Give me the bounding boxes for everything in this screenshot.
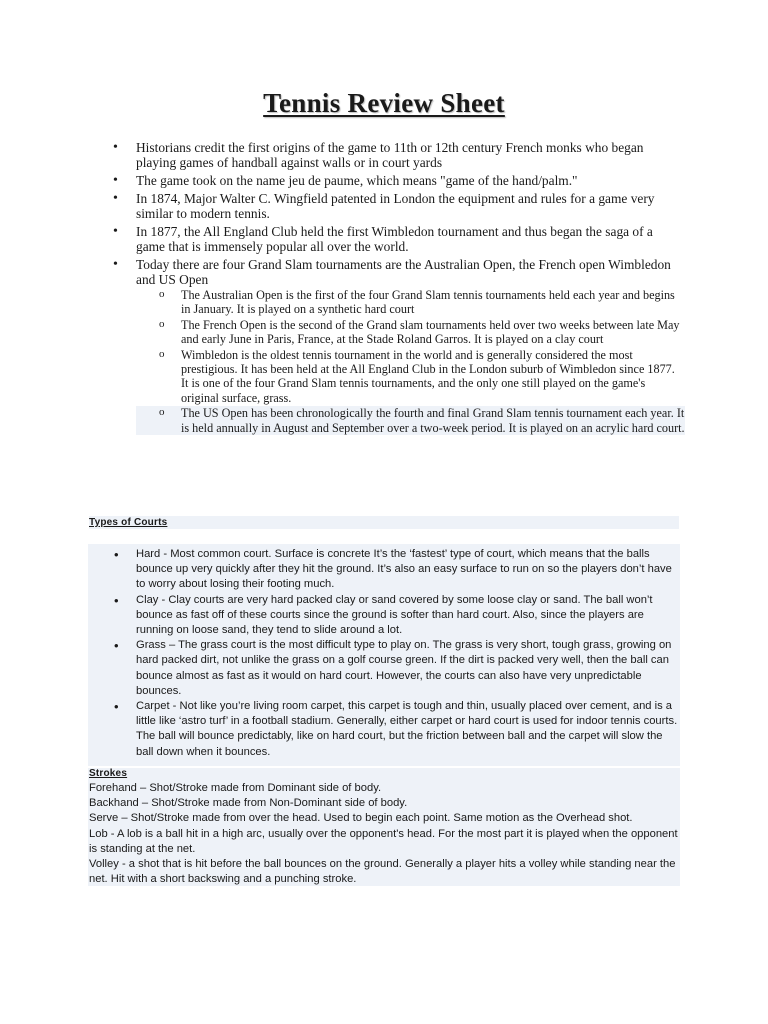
courts-heading: Types of Courts <box>89 516 679 529</box>
list-item: Backhand – Shot/Stroke made from Non-Dominant side of body. <box>89 797 408 810</box>
list-item: • Historians credit the first origins of the game to 11th or 12th century French monks who began playing games of handball against walls or in court yards <box>100 140 685 170</box>
list-item: Forehand – Shot/Stroke made from Dominant side of body. <box>89 782 382 794</box>
history-list <box>100 140 685 438</box>
sub-list-item: o The Australian Open is the first of the four Grand Slam tennis tournaments held each year and begins in January. It is played on a synthetic hard court <box>136 288 685 317</box>
list-item: • In 1874, Major Walter C. Wingfield patented in London the equipment and rules for a game very similar to modern tennis. <box>100 191 685 221</box>
list-item: • The game took on the name jeu de paume, which means "game of the hand/palm." <box>100 173 685 188</box>
list-item: • In 1877, the All England Club held the first Wimbledon tournament and thus began the saga of a game that is immensely popular all over the world. <box>100 224 685 254</box>
sub-list-item: o The US Open has been chronologically the fourth and final Grand Slam tennis tournament each year. It is held annually in August and September over a two-week period. It is played on an acrylic hard court. <box>136 406 685 435</box>
courts-list <box>100 547 680 760</box>
sub-list-item: o The French Open is the second of the Grand slam tournaments held over two weeks between late May and early June in Paris, France, at the Stade Roland Garros. It is played on a clay court <box>136 318 685 347</box>
strokes-list <box>89 781 679 887</box>
sub-list-item: o Wimbledon is the oldest tennis tournament in the world and is generally considered the most prestigious. It has been held at the All England Club in the London suburb of Wimbledon since 1877. It is one of the four Grand Slam tennis tournaments, and the only one still played on the game's original surface, grass. <box>136 348 685 406</box>
list-item-text: Today there are four Grand Slam tournaments are the Australian Open, the French open Wimbledon and US Open <box>136 257 671 287</box>
list-item-grand-slams <box>100 257 685 435</box>
list-item: • Carpet - Not like you’re living room carpet, this carpet is tough and thin, usually placed over cement, and is a little like ‘astro turf’ in a football stadium. Generally, either carpet or hard court is used for indoor tennis courts. The ball will bounce predictably, like on hard court, but the friction between ball and the carpet will slow the ball down when it bounces. <box>100 699 680 760</box>
list-item: Volley - a shot that is hit before the ball bounces on the ground. Generally a player hits a volley while standing near the net. Hit with a short backswing and a punching stroke. <box>89 858 676 886</box>
list-item: Lob - A lob is a ball hit in a high arc, usually over the opponent's head. For the most part it is played when the opponent is standing at the net. <box>89 827 678 855</box>
list-item: Serve – Shot/Stroke made from over the head. Used to begin each point. Same motion as the Overhead shot. <box>89 812 633 825</box>
grand-slam-list <box>136 288 685 435</box>
page-title: Tennis Review Sheet <box>263 88 505 118</box>
list-item: • Grass – The grass court is the most difficult type to play on. The grass is very short, tough grass, growing on hard packed dirt, not unlike the grass on a golf course green. If the dirt is packed very well, then the ball can bounce almost as fast as it would on hard court. However, the courts can also have very unpredictable bounces. <box>100 638 680 699</box>
list-item: • Hard - Most common court. Surface is concrete It’s the ‘fastest’ type of court, which means that the balls bounce up very quickly after they hit the ground. It’s also an easy surface to run on so the players don’t have to worry about losing their footing much. <box>100 547 680 593</box>
strokes-heading: Strokes <box>89 768 128 779</box>
list-item: • Clay - Clay courts are very hard packed clay or sand covered by some loose clay or sand. The ball won’t bounce as fast off of these courts since the ground is softer than hard court. Also, since the players are running on loose sand, they tend to slide around a lot. <box>100 593 680 639</box>
